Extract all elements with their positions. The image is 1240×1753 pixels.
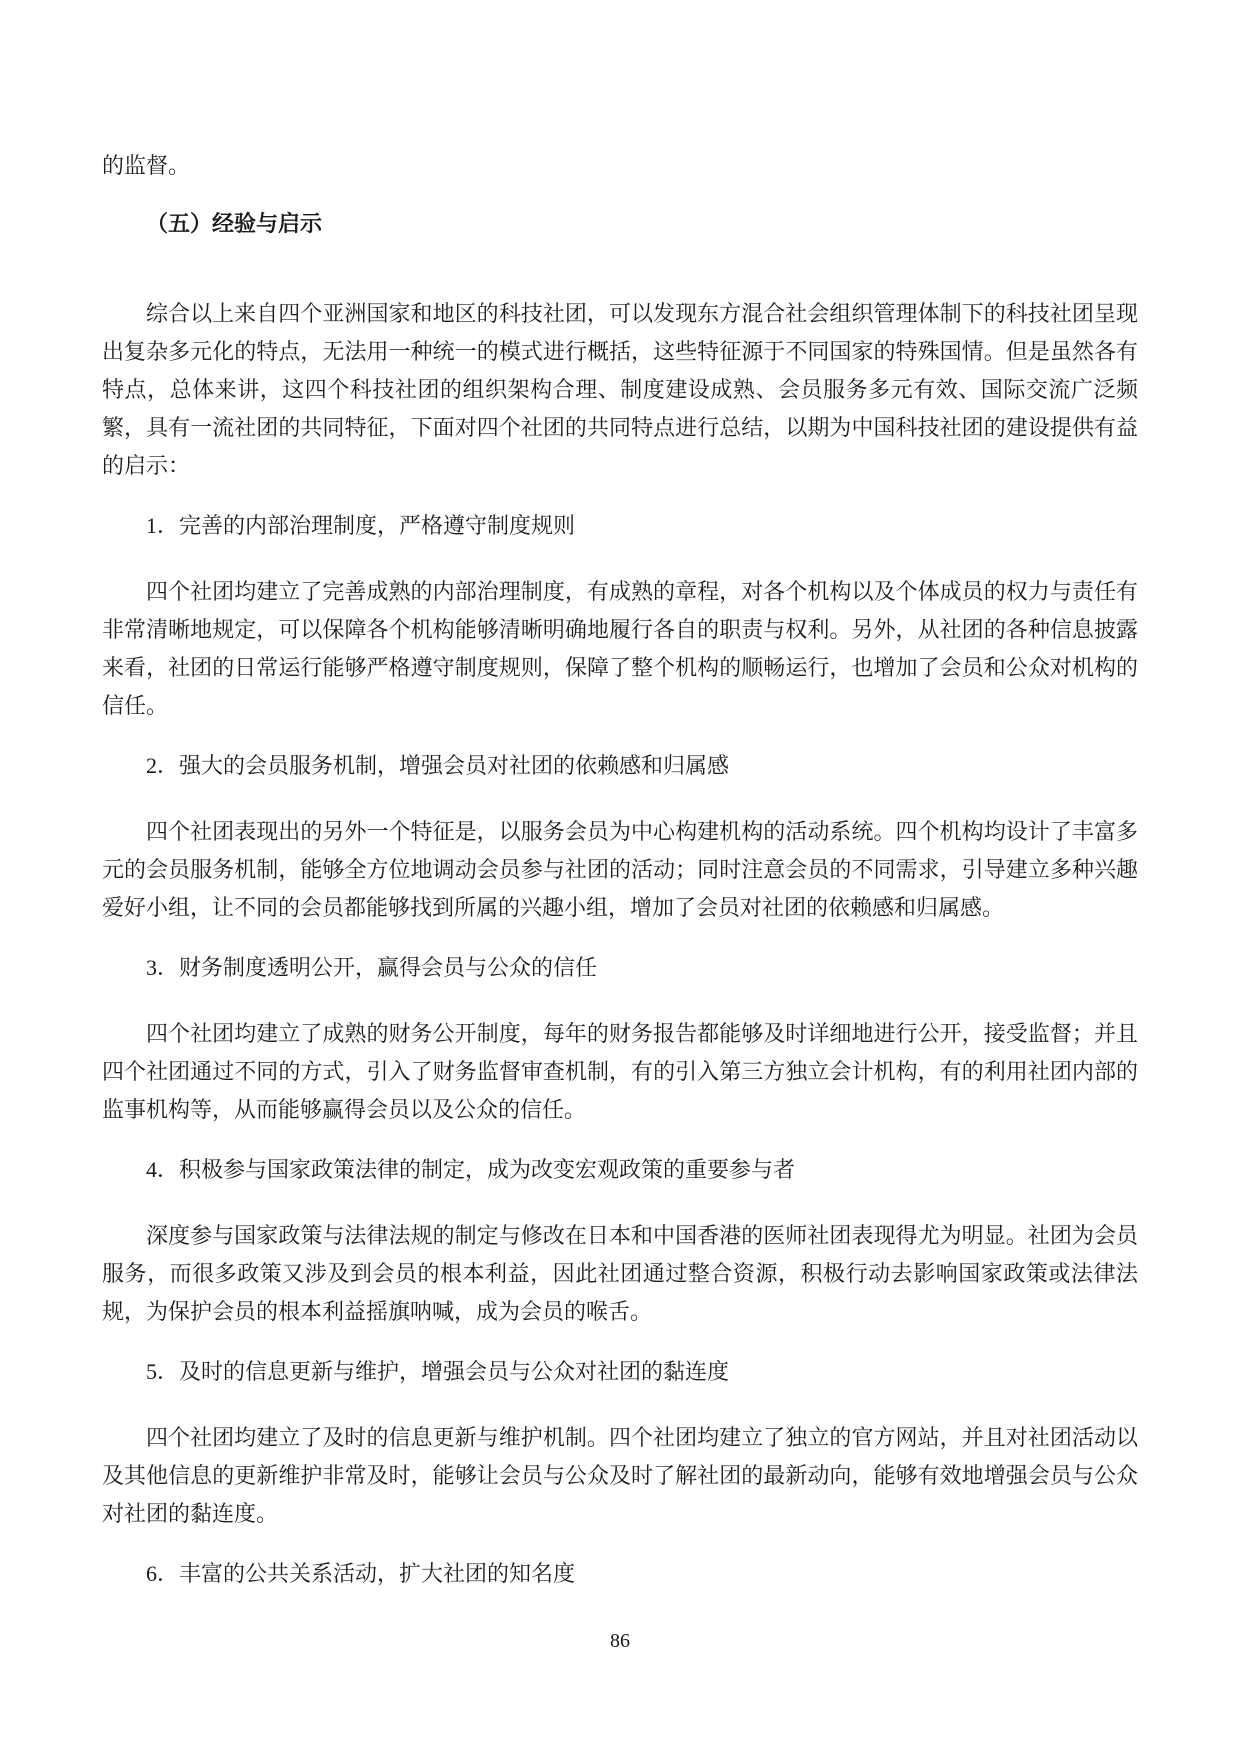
subheading-1: 1．完善的内部治理制度，严格遵守制度规则 xyxy=(146,513,576,538)
page-number: 86 xyxy=(610,1630,630,1652)
subheading-3: 3．财务制度透明公开，赢得会员与公众的信任 xyxy=(146,955,598,980)
item-paragraph-5: 四个社团均建立了及时的信息更新与维护机制。四个社团均建立了独立的官方网站，并且对社团活动以及其他信息的更新维护非常及时，能够让会员与公众及时了解社团的最新动向，能够有效地增强会员与公众对社团的黏连度。 xyxy=(102,1425,1138,1526)
subheading-4: 4．积极参与国家政策法律的制定，成为改变宏观政策的重要参与者 xyxy=(146,1157,796,1182)
item-paragraph-4: 深度参与国家政策与法律法规的制定与修改在日本和中国香港的医师社团表现得尤为明显。社团为会员服务，而很多政策又涉及到会员的根本利益，因此社团通过整合资源，积极行动去影响国家政策或法律法规，为保护会员的根本利益摇旗呐喊，成为会员的喉舌。 xyxy=(102,1223,1138,1324)
item-paragraph-2: 四个社团表现出的另外一个特征是，以服务会员为中心构建机构的活动系统。四个机构均设计了丰富多元的会员服务机制，能够全方位地调动会员参与社团的活动；同时注意会员的不同需求，引导建立多种兴趣爱好小组，让不同的会员都能够找到所属的兴趣小组，增加了会员对社团的依赖感和归属感。 xyxy=(102,819,1138,920)
section-heading: （五）经验与启示 xyxy=(146,211,323,236)
item-paragraph-1: 四个社团均建立了完善成熟的内部治理制度，有成熟的章程，对各个机构以及个体成员的权力与责任有非常清晰地规定，可以保障各个机构能够清晰明确地履行各自的职责与权利。另外，从社团的各种信息披露来看，社团的日常运行能够严格遵守制度规则，保障了整个机构的顺畅运行，也增加了会员和公众对机构的信任。 xyxy=(102,579,1138,718)
item-paragraph-3: 四个社团均建立了成熟的财务公开制度，每年的财务报告都能够及时详细地进行公开，接受监督；并且四个社团通过不同的方式，引入了财务监督审查机制，有的引入第三方独立会计机构，有的利用社团内部的监事机构等，从而能够赢得会员以及公众的信任。 xyxy=(102,1021,1138,1122)
subheading-6: 6．丰富的公共关系活动，扩大社团的知名度 xyxy=(146,1561,576,1586)
intro-paragraph: 综合以上来自四个亚洲国家和地区的科技社团，可以发现东方混合社会组织管理体制下的科技社团呈现出复杂多元化的特点，无法用一种统一的模式进行概括，这些特征源于不同国家的特殊国情。但是虽然各有特点，总体来讲，这四个科技社团的组织架构合理、制度建设成熟、会员服务多元有效、国际交流广泛频繁，具有一流社团的共同特征，下面对四个社团的共同特点进行总结，以期为中国科技社团的建设提供有益的启示： xyxy=(102,301,1138,478)
continuation-paragraph: 的监督。 xyxy=(102,153,191,178)
subheading-2: 2．强大的会员服务机制，增强会员对社团的依赖感和归属感 xyxy=(146,753,730,778)
subheading-5: 5．及时的信息更新与维护，增强会员与公众对社团的黏连度 xyxy=(146,1359,730,1384)
